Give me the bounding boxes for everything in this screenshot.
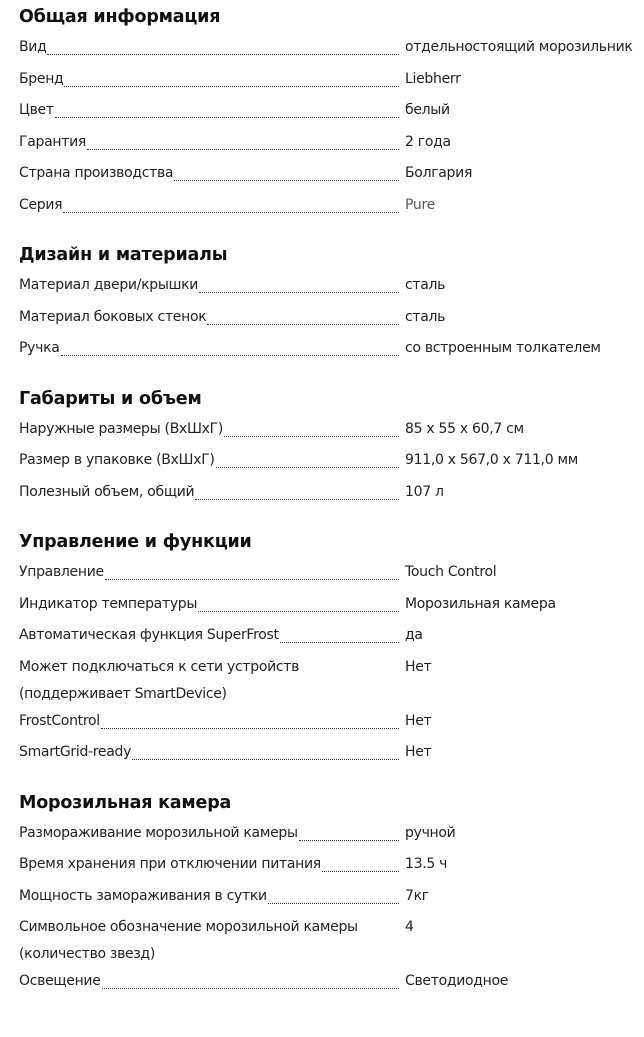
spec-row bbox=[19, 851, 644, 883]
spec-value: 13.5 ч bbox=[405, 856, 448, 872]
spec-label-container bbox=[19, 416, 401, 443]
dotted-leader bbox=[268, 903, 399, 904]
spec-label: Мощность замораживания в сутки bbox=[19, 887, 267, 904]
spec-label: Материал двери/крышки bbox=[19, 277, 199, 293]
spec-label: Размер в упаковке (ВхШхГ) bbox=[19, 452, 215, 468]
dotted-leader bbox=[61, 355, 399, 356]
spec-label-container bbox=[19, 272, 401, 299]
spec-row bbox=[19, 591, 644, 623]
dotted-leader bbox=[199, 292, 399, 293]
spec-value: Болгария bbox=[405, 165, 473, 181]
spec-row bbox=[19, 914, 644, 968]
spec-label-container bbox=[19, 739, 401, 766]
spec-value: Liebherr bbox=[405, 70, 461, 87]
spec-row bbox=[19, 968, 644, 1000]
section-spacer bbox=[19, 510, 644, 525]
section-title: Управление и функции bbox=[19, 532, 252, 552]
spec-label: FrostControl bbox=[19, 712, 100, 729]
spec-list bbox=[19, 559, 644, 771]
section-title: Габариты и объем bbox=[19, 388, 202, 409]
spec-row bbox=[19, 335, 644, 367]
spec-label-container bbox=[19, 851, 401, 878]
spec-label: Индикатор температуры bbox=[19, 595, 198, 612]
spec-label-container bbox=[19, 97, 401, 124]
spec-value: со встроенным толкателем bbox=[405, 340, 601, 356]
dotted-leader bbox=[55, 117, 399, 118]
spec-section bbox=[19, 0, 644, 223]
spec-label-container bbox=[19, 66, 401, 93]
spec-row bbox=[19, 559, 644, 591]
dotted-leader bbox=[174, 180, 399, 181]
spec-label-container bbox=[19, 160, 401, 187]
spec-list bbox=[19, 34, 644, 223]
spec-value: 7кг bbox=[405, 887, 429, 904]
spec-label: Размораживание морозильной камеры bbox=[19, 824, 298, 841]
spec-label: Автоматическая функция SuperFrost bbox=[19, 627, 279, 643]
spec-label: Ручка bbox=[19, 340, 60, 356]
spec-row bbox=[19, 654, 644, 708]
spec-label: Серия bbox=[19, 196, 63, 213]
spec-label: Может подключаться к сети устройств (поддерживает SmartDevice) bbox=[19, 658, 300, 702]
spec-value: Светодиодное bbox=[405, 973, 509, 989]
section-title: Общая информация bbox=[19, 7, 221, 27]
spec-label-container bbox=[19, 34, 401, 61]
dotted-leader bbox=[224, 436, 399, 437]
section-spacer bbox=[19, 223, 644, 238]
dotted-leader bbox=[102, 988, 399, 989]
dotted-leader bbox=[207, 324, 399, 325]
dotted-leader bbox=[195, 499, 399, 500]
spec-row bbox=[19, 416, 644, 448]
spec-value: 85 x 55 x 60,7 см bbox=[405, 420, 524, 437]
spec-label-container bbox=[19, 129, 401, 156]
spec-label: Вид bbox=[19, 39, 47, 55]
spec-label-container bbox=[19, 559, 401, 586]
dotted-leader bbox=[198, 611, 399, 612]
dotted-leader bbox=[299, 840, 399, 841]
spec-label: Гарантия bbox=[19, 133, 87, 150]
spec-label-container bbox=[19, 304, 401, 331]
spec-label: Страна производства bbox=[19, 165, 174, 181]
spec-section bbox=[19, 525, 644, 771]
dotted-leader bbox=[105, 579, 399, 580]
spec-list bbox=[19, 416, 644, 511]
section-title: Морозильная камера bbox=[19, 792, 232, 813]
section-title: Дизайн и материалы bbox=[19, 245, 228, 265]
spec-label-container bbox=[19, 447, 401, 474]
spec-section bbox=[19, 786, 644, 1000]
spec-label-container bbox=[19, 479, 401, 506]
section-spacer bbox=[19, 771, 644, 786]
dotted-leader bbox=[132, 759, 399, 760]
dotted-leader bbox=[216, 467, 399, 468]
spec-value: сталь bbox=[405, 308, 446, 325]
spec-label-container bbox=[19, 192, 401, 219]
spec-label: Управление bbox=[19, 564, 104, 580]
spec-label-container bbox=[19, 708, 401, 735]
spec-row bbox=[19, 160, 644, 192]
dotted-leader bbox=[87, 149, 399, 150]
spec-row bbox=[19, 304, 644, 336]
spec-value: Морозильная камера bbox=[405, 595, 556, 612]
spec-value: Нет bbox=[405, 744, 432, 760]
spec-row bbox=[19, 447, 644, 479]
spec-label-container bbox=[19, 622, 401, 649]
spec-section bbox=[19, 238, 644, 367]
spec-row bbox=[19, 272, 644, 304]
spec-label-container bbox=[19, 654, 401, 708]
spec-row bbox=[19, 97, 644, 129]
spec-label-container bbox=[19, 914, 401, 968]
dotted-leader bbox=[280, 642, 399, 643]
spec-value: да bbox=[405, 627, 423, 643]
spec-label: Время хранения при отключении питания bbox=[19, 856, 321, 872]
spec-value: Touch Control bbox=[405, 564, 497, 580]
spec-row bbox=[19, 708, 644, 740]
spec-label-container bbox=[19, 968, 401, 995]
spec-list bbox=[19, 272, 644, 367]
spec-row bbox=[19, 739, 644, 771]
spec-label-container bbox=[19, 820, 401, 847]
spec-label-container bbox=[19, 883, 401, 910]
spec-label: Наружные размеры (ВхШхГ) bbox=[19, 420, 224, 437]
spec-value: ручной bbox=[405, 824, 456, 841]
spec-row bbox=[19, 479, 644, 511]
spec-label: Освещение bbox=[19, 973, 101, 989]
spec-row bbox=[19, 192, 644, 224]
spec-label: Цвет bbox=[19, 102, 54, 118]
dotted-leader bbox=[63, 212, 399, 213]
spec-section bbox=[19, 382, 644, 511]
spec-label: Символьное обозначение морозильной камеры (количество звезд) bbox=[19, 919, 358, 962]
spec-row bbox=[19, 883, 644, 915]
spec-label: Полезный объем, общий bbox=[19, 483, 195, 500]
spec-value: Нет bbox=[405, 712, 432, 729]
spec-value: Нет bbox=[405, 658, 432, 675]
dotted-leader bbox=[47, 54, 399, 55]
spec-label: Бренд bbox=[19, 70, 64, 87]
spec-list bbox=[19, 820, 644, 1000]
dotted-leader bbox=[64, 86, 399, 87]
spec-row bbox=[19, 34, 644, 66]
spec-value: отдельностоящий морозильник bbox=[405, 39, 633, 55]
spec-row bbox=[19, 820, 644, 852]
spec-value: сталь bbox=[405, 277, 446, 293]
spec-row bbox=[19, 66, 644, 98]
spec-value: 4 bbox=[405, 919, 414, 935]
dotted-leader bbox=[322, 871, 399, 872]
spec-label: Материал боковых стенок bbox=[19, 308, 207, 325]
spec-row bbox=[19, 622, 644, 654]
spec-label: SmartGrid-ready bbox=[19, 744, 132, 760]
dotted-leader bbox=[101, 728, 399, 729]
spec-value: белый bbox=[405, 102, 450, 118]
spec-row bbox=[19, 129, 644, 161]
spec-label-container bbox=[19, 591, 401, 618]
spec-value: 911,0 x 567,0 x 711,0 мм bbox=[405, 452, 578, 468]
spec-label-container bbox=[19, 335, 401, 362]
spec-value: 107 л bbox=[405, 483, 444, 500]
spec-value: 2 года bbox=[405, 133, 451, 150]
spec-value-link[interactable]: Pure bbox=[405, 196, 435, 213]
section-spacer bbox=[19, 367, 644, 382]
